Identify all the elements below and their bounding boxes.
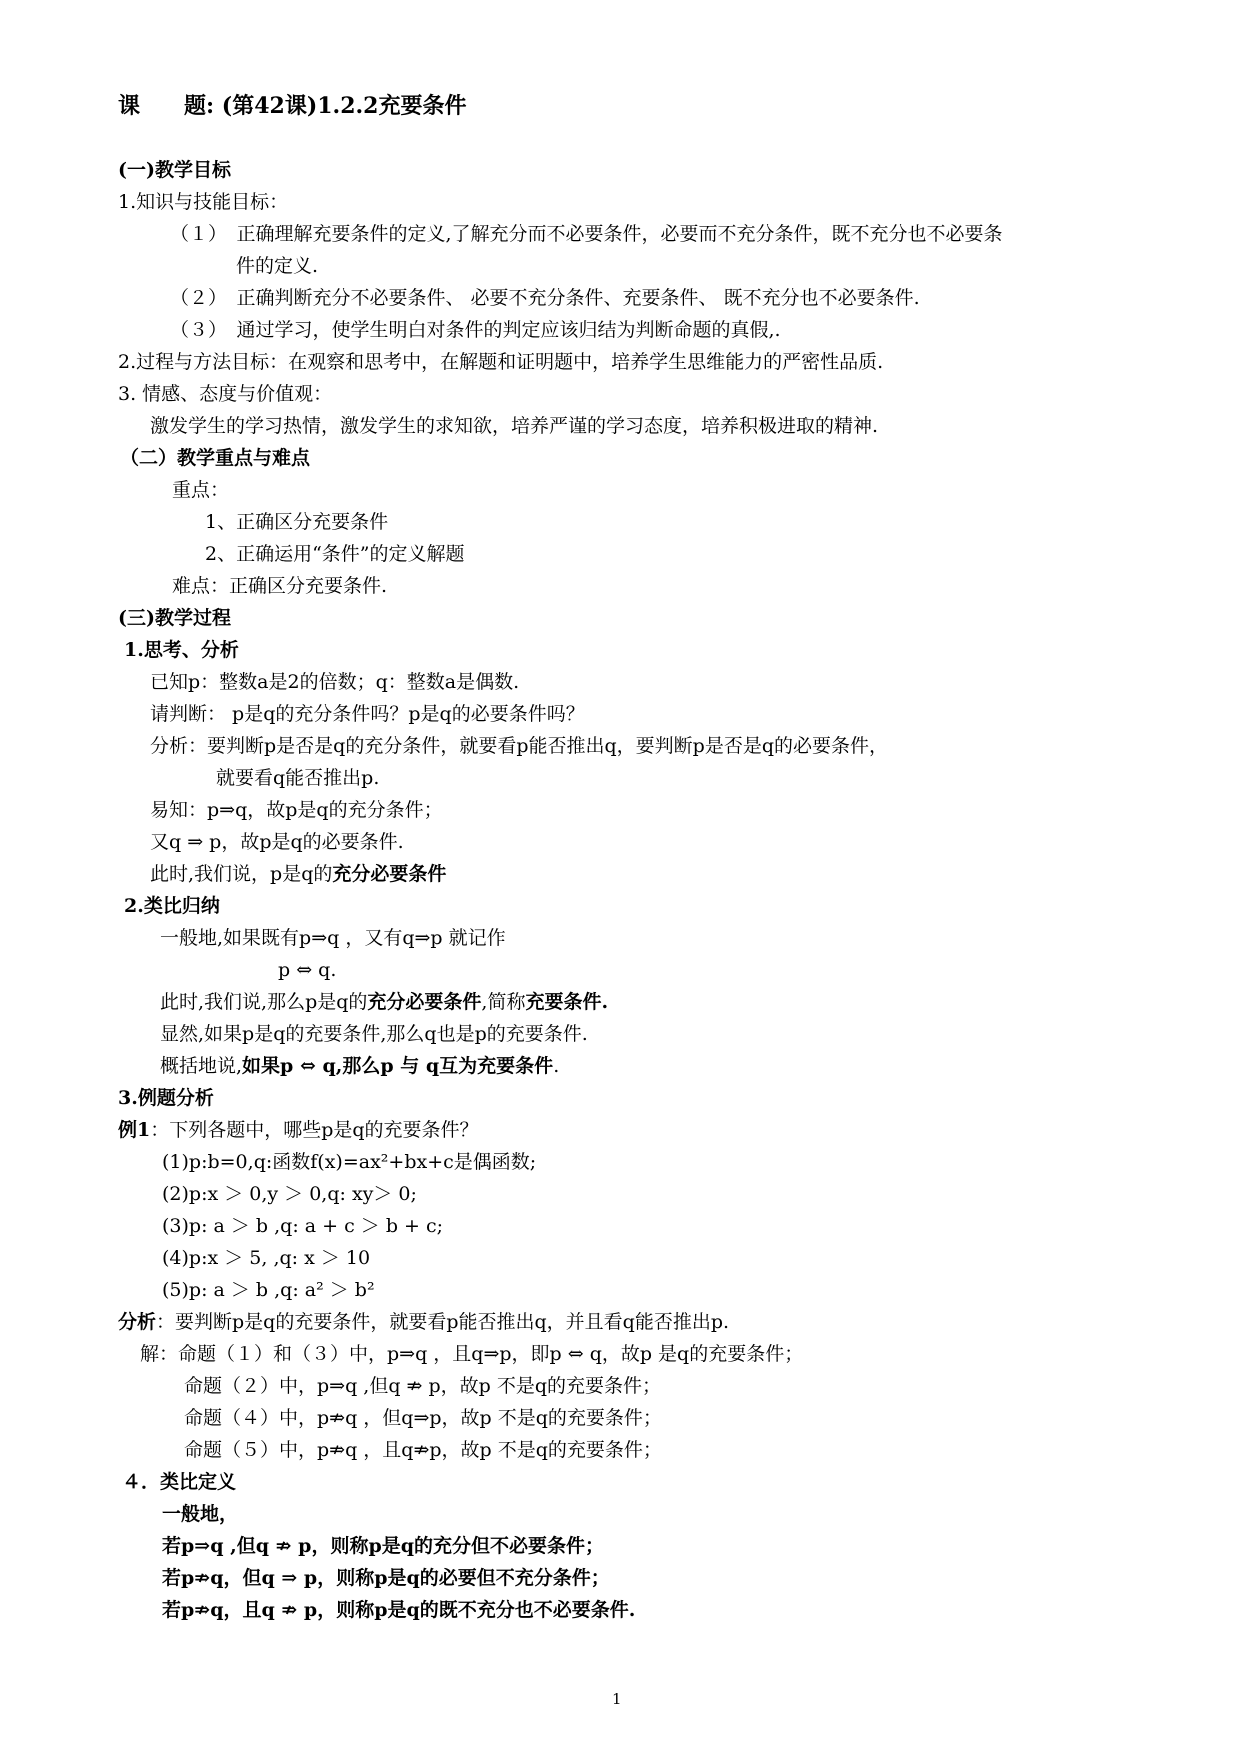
- analysis: [118, 1310, 729, 1334]
- example-item-5: (5)p: a ＞ b ,q: a² ＞ b²: [162, 1279, 375, 1301]
- section-heading-process: (三)教学过程: [118, 607, 231, 629]
- goal-item-2: （２） 正确判断充分不必要条件、 必要不充分条件、充要条件、 既不充分也不必要条件.: [170, 287, 920, 309]
- goal-item-1-cont: 件的定义.: [236, 255, 319, 277]
- definition-line-2: 若p⇏q，但q ⇒ p，则称p是q的必要但不充分条件；: [162, 1567, 610, 1589]
- analogy-line-5-post: .: [553, 1055, 560, 1077]
- goal-emotion: 3. 情感、态度与价值观：: [118, 383, 333, 405]
- think-line-1: 已知p：整数a是2的倍数；q：整数a是偶数.: [150, 671, 520, 693]
- think-line-6: 又q ⇒ p，故p是q的必要条件.: [150, 831, 404, 853]
- solution-line-4: 命题（５）中，p⇏q ，且q⇏p，故p 不是q的充要条件；: [184, 1439, 662, 1461]
- analogy-line-3: [160, 990, 608, 1014]
- goal-item-1: （１） 正确理解充要条件的定义,了解充分而不必要条件，必要而不充分条件，既不充分也不必要条: [170, 223, 1003, 245]
- analogy-line-5-pre: 概括地说,: [160, 1055, 243, 1077]
- definition-line-1: 若p⇒q ,但q ⇏ p，则称p是q的充分但不必要条件；: [162, 1535, 605, 1557]
- example-1-label: 例1: [118, 1119, 151, 1141]
- definition-intro: 一般地，: [162, 1503, 239, 1525]
- title-text: (第42课)1.2.2充要条件: [221, 93, 467, 119]
- goal-emotion-text: 激发学生的学习热情，激发学生的求知欲，培养严谨的学习态度，培养积极进取的精神.: [150, 415, 879, 437]
- analogy-line-3-mid: ,简称: [481, 991, 526, 1013]
- subsection-definition: ４．类比定义: [122, 1471, 237, 1493]
- goal-process: 2.过程与方法目标：在观察和思考中，在解题和证明题中，培养学生思维能力的严密性品质.: [118, 351, 884, 373]
- think-line-3: 分析：要判断p是否是q的充分条件，就要看p能否推出q，要判断p是否是q的必要条件，: [150, 735, 888, 757]
- solution-line-2: 命题（２）中，p⇒q ,但q ⇏ p，故p 不是q的充要条件；: [184, 1375, 662, 1397]
- key-point-label: 重点：: [172, 479, 230, 501]
- think-line-7: [150, 862, 446, 886]
- analogy-line-1: 一般地,如果既有p⇒q ，又有q⇒p 就记作: [160, 927, 506, 949]
- example-item-4: (4)p:x ＞ 5, ,q: x ＞ 10: [162, 1247, 371, 1269]
- analysis-label: 分析: [118, 1311, 157, 1333]
- think-line-4: 就要看q能否推出p.: [216, 767, 380, 789]
- example-item-3: (3)p: a ＞ b ,q: a + c ＞ b + c;: [162, 1215, 444, 1237]
- analogy-line-3-bold-1: 充分必要条件: [367, 991, 482, 1013]
- think-line-7-bold: 充分必要条件: [332, 863, 447, 885]
- example-1: [118, 1118, 479, 1142]
- example-item-1: (1)p:b=0,q:函数f(x)=ax²+bx+c是偶函数;: [162, 1151, 537, 1173]
- analogy-line-5-bold: 如果p ⇔ q,那么p 与 q互为充要条件: [242, 1055, 554, 1077]
- section-heading-key-points: （二）教学重点与难点: [120, 447, 311, 469]
- goal-item-3: （３） 通过学习，使学生明白对条件的判定应该归结为判断命题的真假,.: [170, 319, 781, 341]
- think-line-2: 请判断： p是q的充分条件吗？p是q的必要条件吗？: [150, 703, 585, 725]
- key-point-1: 1、正确区分充要条件: [205, 511, 389, 533]
- key-point-2: 2、正确运用“条件”的定义解题: [205, 543, 465, 565]
- subsection-think: 1.思考、分析: [124, 639, 239, 661]
- analogy-line-4: 显然,如果p是q的充要条件,那么q也是p的充要条件.: [160, 1023, 588, 1045]
- analysis-text: ：要判断p是q的充要条件，就要看p能否推出q，并且看q能否推出p.: [156, 1311, 730, 1333]
- goal-knowledge: 1.知识与技能目标：: [118, 191, 289, 213]
- think-line-7-text: 此时,我们说，p是q的: [150, 863, 333, 885]
- subsection-analogy: 2.类比归纳: [124, 895, 220, 917]
- solution-line-3: 命题（４）中，p⇏q ，但q⇒p，故p 不是q的充要条件；: [184, 1407, 662, 1429]
- analogy-line-3-pre: 此时,我们说,那么p是q的: [160, 991, 368, 1013]
- page-title: [118, 94, 466, 118]
- difficulty: 难点：正确区分充要条件.: [172, 575, 388, 597]
- section-heading-objectives: (一)教学目标: [118, 159, 231, 181]
- analogy-line-5: [160, 1054, 559, 1078]
- title-label: 课 题:: [118, 93, 215, 119]
- think-line-5: 易知：p⇒q，故p是q的充分条件；: [150, 799, 443, 821]
- example-item-2: (2)p:x ＞ 0,y ＞ 0,q: xy＞ 0;: [162, 1183, 417, 1205]
- analogy-line-2: p ⇔ q.: [278, 959, 337, 981]
- subsection-examples: 3.例题分析: [118, 1087, 214, 1109]
- example-1-text: ：下列各题中，哪些p是q的充要条件？: [150, 1119, 479, 1141]
- page-number: 1: [612, 1690, 622, 1708]
- solution-line-1: 解：命题（１）和（３）中，p⇒q ，且q⇒p，即p ⇔ q，故p 是q的充要条件；: [140, 1343, 804, 1365]
- definition-line-3: 若p⇏q，且q ⇏ p，则称p是q的既不充分也不必要条件.: [162, 1599, 636, 1621]
- analogy-line-3-bold-2: 充要条件.: [525, 991, 609, 1013]
